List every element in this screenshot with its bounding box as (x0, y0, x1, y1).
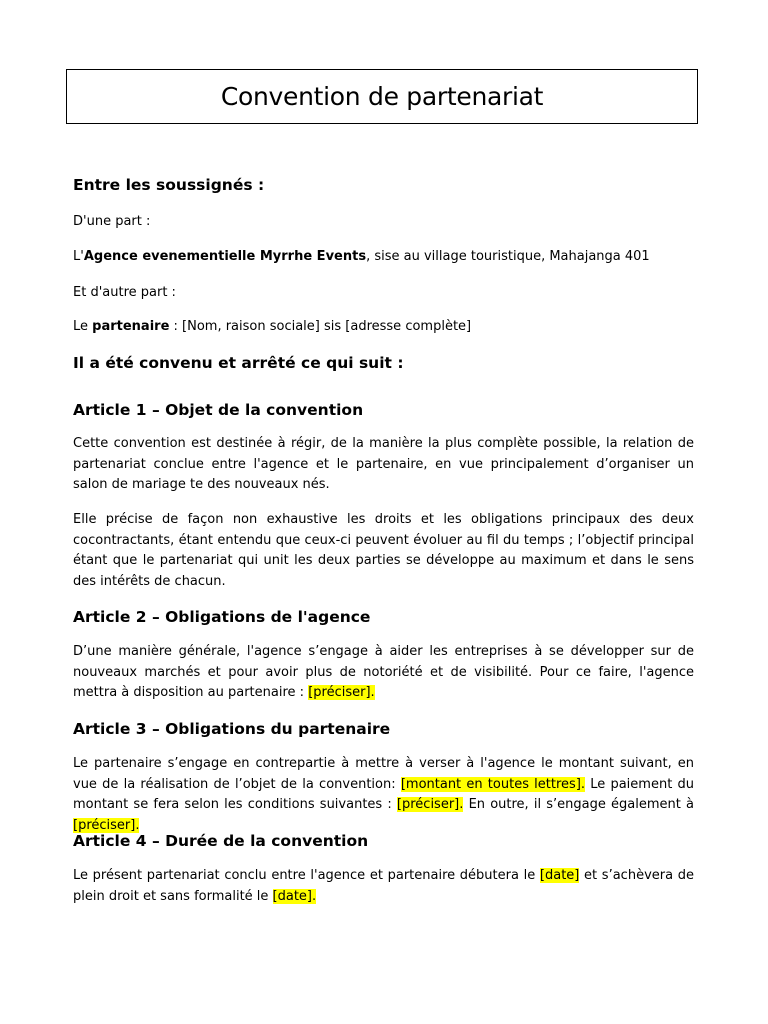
article3-paragraph (73, 754, 694, 836)
article1-p1-block (73, 434, 694, 496)
agency-name: Agence evenementielle Myrrhe Events (83, 249, 367, 264)
article1-heading-block (73, 401, 694, 419)
article4-text-1: Le présent partenariat conclu entre l'agence et partenaire débutera le (73, 868, 540, 883)
first-party-label: D'une part : (73, 214, 151, 229)
parties-heading: Entre les soussignés : (73, 176, 265, 194)
article4-text-block (73, 866, 694, 907)
article3-text-2: Le paiement du montant se fera selon les conditions suivantes : (73, 776, 694, 812)
partner-suffix: : [Nom, raison sociale] sis [adresse complète] (169, 319, 472, 334)
article3-heading-block (73, 720, 694, 738)
first-party-block (73, 212, 694, 233)
article3-text-3: En outre, il s’engage également à (463, 797, 694, 812)
article1-heading: Article 1 – Objet de la convention (73, 401, 364, 419)
article4-heading-block (73, 832, 694, 850)
article2-paragraph (73, 642, 694, 704)
article2-heading: Article 2 – Obligations de l'agence (73, 608, 371, 626)
second-party-block (73, 283, 694, 304)
article1-p2-block (73, 510, 694, 592)
article1-paragraph-1: Cette convention est destinée à régir, de la manière la plus complète possible, la relation de partenariat conclue entre l'agence et le partenaire, en vue principalement d’organiser un salon de mariage te des nouveaux nés. (73, 436, 694, 492)
article2-placeholder: [préciser]. (308, 685, 375, 700)
agreement-heading: Il a été convenu et arrêté ce qui suit : (73, 354, 404, 372)
article3-placeholder-conditions: [préciser]. (396, 797, 464, 812)
agency-block (73, 247, 694, 268)
article3-text-block (73, 754, 694, 836)
partner-line (73, 317, 694, 338)
article3-placeholder-amount: [montant en toutes lettres]. (400, 776, 586, 792)
article4-text-2: et s’achèvera de plein droit et sans formalité le (73, 868, 694, 904)
parties-heading-block (73, 176, 694, 194)
partner-block (73, 317, 694, 338)
partner-prefix: Le (73, 319, 93, 334)
document-title: Convention de partenariat (220, 82, 544, 111)
article3-text-1: Le partenaire s’engage en contrepartie à mettre à verser à l'agence le montant suivant, en vue de la réalisation de l’objet de la convention: (73, 756, 694, 792)
article3-placeholder-commitment: [préciser]. (73, 817, 140, 833)
agreement-heading-block (73, 354, 694, 372)
agency-suffix: , sise au village touristique, Mahajanga 401 (366, 249, 650, 264)
partner-label: partenaire (92, 319, 170, 334)
article2-text-block (73, 642, 694, 704)
agency-prefix: L' (73, 249, 84, 264)
agency-line (73, 247, 694, 268)
article1-paragraph-2: Elle précise de façon non exhaustive les droits et les obligations principaux des deux cocontractants, étant entendu que ceux-ci peuvent évoluer au fil du temps ; l’objectif principal étant que le partenariat qui unit les deux parties se développe au maximum et dans le sens des intérêts de chacun. (73, 512, 694, 589)
title-box (66, 69, 698, 124)
article3-heading: Article 3 – Obligations du partenaire (73, 720, 391, 738)
article2-heading-block (73, 608, 694, 626)
article4-placeholder-start-date: [date] (539, 868, 580, 883)
article4-paragraph (73, 866, 694, 907)
article4-heading: Article 4 – Durée de la convention (73, 832, 369, 850)
article4-placeholder-end-date: [date]. (272, 888, 317, 904)
second-party-label: Et d'autre part : (73, 285, 176, 300)
article2-text: D’une manière générale, l'agence s’engage à aider les entreprises à se développer sur de nouveaux marchés et pour avoir plus de notoriété et de visibilité. Pour ce faire, l'agence mettra à disposition au partenaire : (73, 644, 694, 700)
